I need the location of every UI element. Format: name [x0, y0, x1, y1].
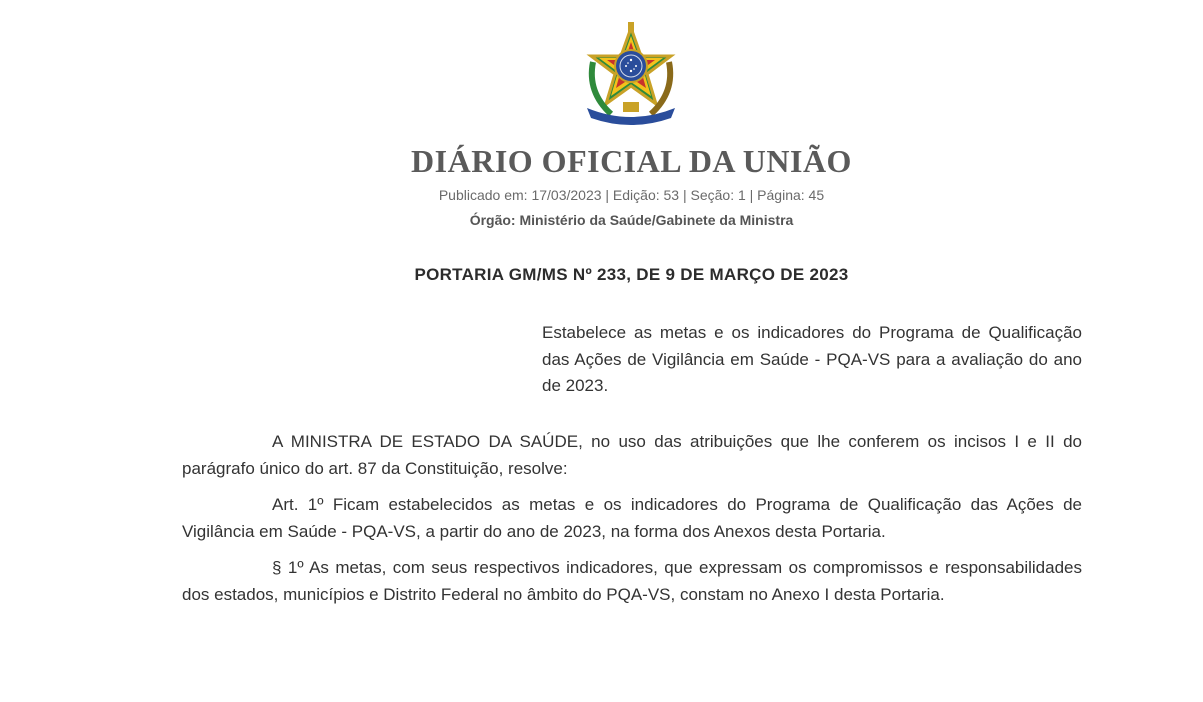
orgao-line	[0, 212, 1203, 228]
paragraph-art-1: Art. 1º Ficam estabelecidos as metas e os indicadores do Programa de Qualificação das Ações de Vigilância em Saúde - PQA-VS, a partir do ano de 2023, na forma dos Anexos desta Portaria.	[182, 495, 1082, 541]
publication-title: DIÁRIO OFICIAL DA UNIÃO	[411, 143, 852, 179]
portaria-title: PORTARIA GM/MS Nº 233, DE 9 DE MARÇO DE 2023	[414, 265, 849, 284]
orgao-value: Ministério da Saúde/Gabinete da Ministra	[519, 212, 794, 228]
paragraph-section-1: § 1º As metas, com seus respectivos indicadores, que expressam os compromissos e responsabilidades dos estados, municípios e Distrito Federal no âmbito do PQA-VS, constam no Anexo I desta Portaria.	[182, 558, 1082, 604]
emblem	[581, 22, 681, 126]
portaria-ementa: Estabelece as metas e os indicadores do Programa de Qualificação das Ações de Vigilância em Saúde - PQA-VS para a avaliação do ano de 2023.	[542, 323, 1082, 395]
publication-info: Publicado em: 17/03/2023 | Edição: 53 | Seção: 1 | Página: 45	[438, 187, 825, 203]
brazil-coat-of-arms-icon	[581, 22, 681, 126]
paragraph-preamble: A MINISTRA DE ESTADO DA SAÚDE, no uso das atribuições que lhe conferem os incisos I e II do parágrafo único do art. 87 da Constituição, resolve:	[182, 432, 1082, 478]
orgao-label: Órgão:	[469, 212, 516, 228]
portaria-body	[182, 429, 1082, 618]
